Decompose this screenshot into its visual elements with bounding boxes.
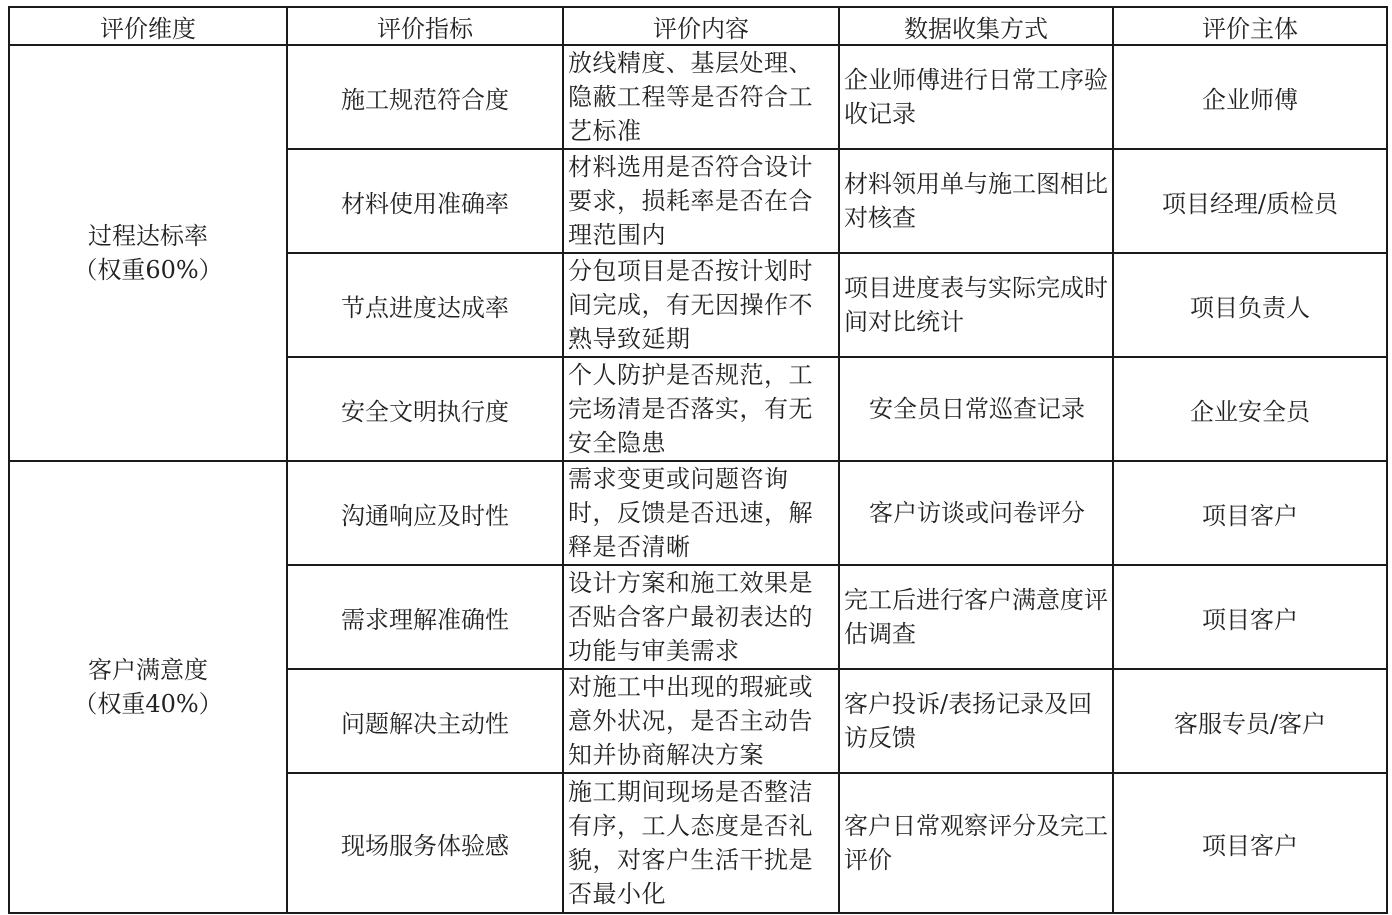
header-row xyxy=(9,7,1387,45)
content-cell: 放线精度、基层处理、隐蔽工程等是否符合工艺标准 xyxy=(563,45,839,149)
content-cell: 材料选用是否符合设计要求，损耗率是否在合理范围内 xyxy=(563,149,839,253)
content-cell: 个人防护是否规范，工完场清是否落实，有无安全隐患 xyxy=(563,357,839,461)
dimension-name: 客户满意度 xyxy=(88,656,208,684)
header-content: 评价内容 xyxy=(563,7,839,45)
subject-cell: 项目负责人 xyxy=(1113,253,1387,357)
indicator-cell: 现场服务体验感 xyxy=(287,773,563,913)
content-cell: 对施工中出现的瑕疵或意外状况，是否主动告知并协商解决方案 xyxy=(563,669,839,773)
method-cell: 材料领用单与施工图相比对核查 xyxy=(839,149,1113,253)
table-row xyxy=(9,461,1387,565)
indicator-cell: 问题解决主动性 xyxy=(287,669,563,773)
subject-cell: 客服专员/客户 xyxy=(1113,669,1387,773)
evaluation-table xyxy=(8,6,1388,914)
dimension-weight: （权重40%） xyxy=(73,690,223,718)
subject-cell: 项目客户 xyxy=(1113,461,1387,565)
dimension-cell xyxy=(9,461,287,913)
indicator-cell: 材料使用准确率 xyxy=(287,149,563,253)
content-cell: 施工期间现场是否整洁有序，工人态度是否礼貌，对客户生活干扰是否最小化 xyxy=(563,773,839,913)
dimension-weight: （权重60%） xyxy=(73,256,223,284)
header-method: 数据收集方式 xyxy=(839,7,1113,45)
indicator-cell: 节点进度达成率 xyxy=(287,253,563,357)
content-cell: 分包项目是否按计划时间完成，有无因操作不熟导致延期 xyxy=(563,253,839,357)
subject-cell: 项目经理/质检员 xyxy=(1113,149,1387,253)
dimension-name: 过程达标率 xyxy=(88,222,208,250)
method-cell: 客户投诉/表扬记录及回访反馈 xyxy=(839,669,1113,773)
header-indicator: 评价指标 xyxy=(287,7,563,45)
method-cell: 安全员日常巡查记录 xyxy=(839,357,1113,461)
indicator-cell: 沟通响应及时性 xyxy=(287,461,563,565)
subject-cell: 项目客户 xyxy=(1113,565,1387,669)
table-row xyxy=(9,45,1387,149)
method-cell: 完工后进行客户满意度评估调查 xyxy=(839,565,1113,669)
subject-cell: 企业师傅 xyxy=(1113,45,1387,149)
header-subject: 评价主体 xyxy=(1113,7,1387,45)
method-cell: 客户访谈或问卷评分 xyxy=(839,461,1113,565)
method-cell: 客户日常观察评分及完工评价 xyxy=(839,773,1113,913)
dimension-cell xyxy=(9,45,287,461)
method-cell: 项目进度表与实际完成时间对比统计 xyxy=(839,253,1113,357)
indicator-cell: 施工规范符合度 xyxy=(287,45,563,149)
content-cell: 设计方案和施工效果是否贴合客户最初表达的功能与审美需求 xyxy=(563,565,839,669)
subject-cell: 项目客户 xyxy=(1113,773,1387,913)
subject-cell: 企业安全员 xyxy=(1113,357,1387,461)
indicator-cell: 安全文明执行度 xyxy=(287,357,563,461)
content-cell: 需求变更或问题咨询时，反馈是否迅速，解释是否清晰 xyxy=(563,461,839,565)
method-cell: 企业师傅进行日常工序验收记录 xyxy=(839,45,1113,149)
header-dimension: 评价维度 xyxy=(9,7,287,45)
indicator-cell: 需求理解准确性 xyxy=(287,565,563,669)
